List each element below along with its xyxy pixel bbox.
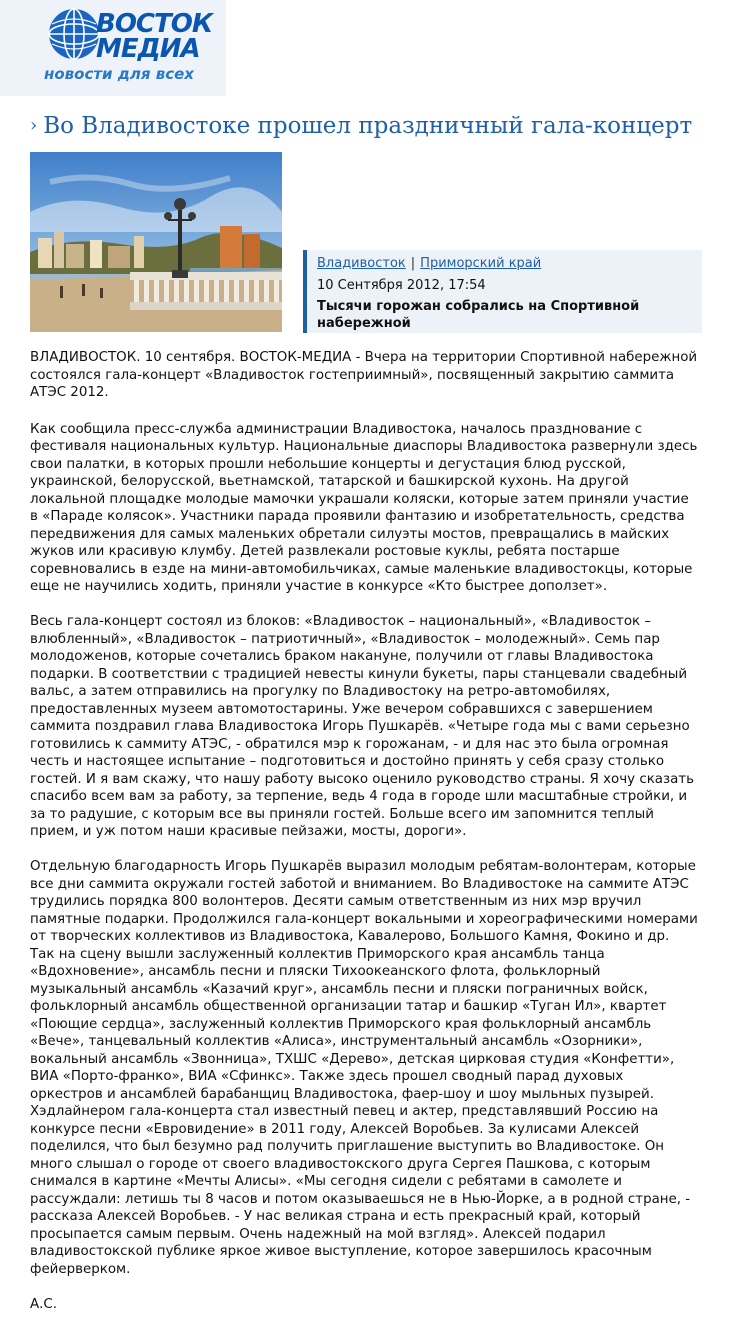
publish-date: 10 Сентября 2012, 17:54	[317, 278, 486, 293]
globe-icon	[46, 6, 102, 62]
region-link-vladivostok[interactable]: Владивосток	[317, 256, 406, 271]
article-paragraph-1: ВЛАДИВОСТОК. 10 сентября. ВОСТОК-МЕДИА - Вчера на территории Спортивной набережной состоялся гала-концерт «Владивосток гостеприимный», посвященный закрытию саммита АТЭС 2012.	[30, 350, 698, 400]
article-paragraph-3: Весь гала-концерт состоял из блоков: «Владивосток – национальный», «Владивосток – влюбленный», «Владивосток – патриотичный», «Владивосток – молодежный». Семь пар молодоженов, которые сочетались браком накануне, получили от главы Владивостока подарки. В соответствии с традицией невесты кинули букеты, пары станцевали свадебный вальс, а затем отправились на прогулку по Владивостоку на ретро-автомобилях, предоставленных музеем автомотостарины. Уже вечером собравшихся с завершением саммита поздравил глава Владивостока Игорь Пушкарёв. «Четыре года мы с вами серьезно готовились к саммиту АТЭС, - обратился мэр к горожанам, - и для нас это была огромная честь и настоящее испытание – подготовиться и достойно принять у себя сразу столько гостей. И я вам скажу, что нашу работу высоко оценило руководство страны. Я хочу сказать спасибо всем вам за работу, за терпение, ведь 4 года в городе шли масштабные стройки, и за то радушие, с которым все вы приняли гостей. Больше всего им запомнится теплый прием, и уж потом наши красивые пейзажи, мосты, дороги».	[30, 614, 695, 839]
logo-brand-line2: МЕДИА	[96, 34, 200, 64]
page-title	[30, 113, 692, 139]
link-separator: |	[410, 256, 416, 271]
site-logo[interactable]	[0, 0, 226, 96]
chevron-right-icon: ›	[30, 115, 38, 136]
page-title-text: Во Владивостоке прошел праздничный гала-концерт	[43, 113, 693, 139]
article-body	[30, 349, 698, 1331]
article-subtitle: Тысячи горожан собрались на Спортивной набережной	[317, 299, 640, 331]
article-signature: А.С.	[30, 1296, 58, 1312]
article-info-box	[303, 250, 702, 333]
article-photo	[30, 152, 282, 332]
logo-brand-line1: ВОСТОК	[96, 9, 213, 39]
logo-tagline: новости для всех	[44, 65, 194, 83]
region-link-primorsky[interactable]: Приморский край	[420, 256, 542, 271]
logo-brand	[96, 9, 213, 64]
region-links	[317, 255, 692, 273]
article-paragraph-4: Отдельную благодарность Игорь Пушкарёв выразил молодым ребятам-волонтерам, которые все дни саммита окружали гостей заботой и вниманием. Во Владивостоке на саммите АТЭС трудились порядка 800 волонтеров. Десяти самым ответственным из них мэр вручил памятные подарки. Продолжился гала-концерт вокальными и хореографическими номерами от творческих коллективов из Владивостока, Кавалерово, Большого Камня, Фокино и др. Так на сцену вышли заслуженный коллектив Приморского края ансамбль танца «Вдохновение», ансамбль песни и пляски Тихоокеанского флота, фольклорный музыкальный ансамбль «Казачий круг», ансамбль песни и пляски пограничных войск, фольклорный ансамбль общественной организации татар и башкир «Туган Ил», квартет «Поющие сердца», заслуженный коллектив Приморского края фольклорный ансамбль «Вече», танцевальный коллектив «Алиса», инструментальный ансамбль «Озорники», вокальный ансамбль «Звонница», ТХШС «Дерево», детская цирковая студия «Конфетти», ВИА «Порто-франко», ВИА «Сфинкс». Также здесь прошел сводный парад духовых оркестров и ансамблей барабанщиц Владивостока, фаер-шоу и шоу мыльных пузырей. Хэдлайнером гала-концерта стал известный певец и актер, представлявший Россию на конкурсе песни «Евровидение» в 2011 году, Алексей Воробьев. За кулисами Алексей поделился, что был безумно рад получить приглашение выступить во Владивостоке. Он много слышал о городе от своего владивостокского друга Сергея Пашкова, с которым снимался в картине «Мечты Алисы». «Мы сегодня сидели с ребятами в самолете и рассуждали: летишь ты 8 часов и потом оказываешься не в Нью-Йорке, а в родной стране, - рассказа Алексей Воробьев. - У нас великая страна и есть прекрасный край, который просыпается самым первым. Очень надежный на мой взгляд». Алексей подарил владивостокской публике яркое живое выступление, которое завершилось красочным фейерверком.	[30, 859, 698, 1277]
article-paragraph-2: Как сообщила пресс-служба администрации Владивостока, началось празднование с фестиваля национальных культур. Национальные диаспоры Владивостока развернули здесь свои палатки, в которых прошли небольшие концерты и дегустация блюд русской, украинской, белорусской, вьетнамской, татарской и башкирской кухонь. На другой локальной площадке молодые мамочки украшали коляски, которые затем приняли участие в «Параде колясок». Участники парада проявили фантазию и изобретательность, средства передвижения для самых маленьких обретали силуэты мостов, превращались в майских жуков или красивую клумбу. Детей развлекали ростовые куклы, ребята постарше соревновались в езде на мини-автомобильчиках, самые маленькие владивостокцы, которые еще не научились ходить, приняли участие в конкурсе «Кто быстрее доползет».	[30, 421, 698, 594]
